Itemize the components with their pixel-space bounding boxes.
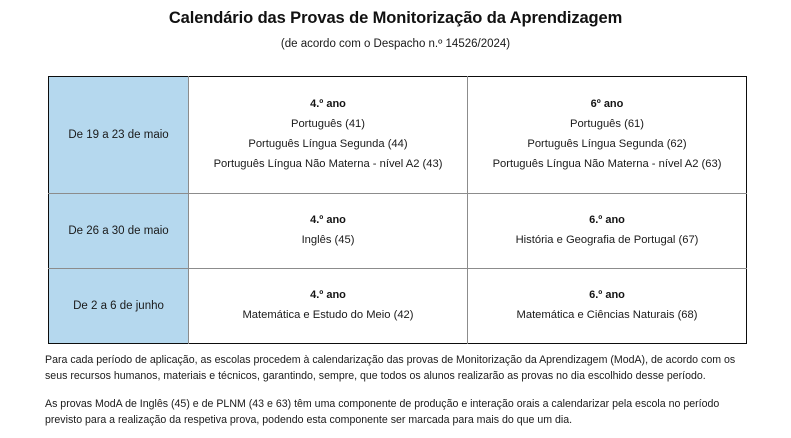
table-row [49,194,747,269]
period-cell [49,194,189,269]
period-label: De 2 a 6 de junho [73,300,164,312]
footnote-paragraph: Para cada período de aplicação, as escolas procedem à calendarização das provas de Monitorização da Aprendizagem (ModA), de acordo com os seus recursos humanos, materiais e técnicos, garantindo, sempre, que todos os alunos realizarão as provas no dia escolhido desse período. [45,354,736,383]
period-cell [49,77,189,194]
footnotes [45,352,751,428]
subject-line: Português Língua Segunda (44) [248,137,408,150]
footnote-paragraph: As provas ModA de Inglês (45) e de PLNM (43 e 63) têm uma componente de produção e interação orais a calendarizar pela escola no período previsto para a realização da respetiva prova, podendo esta componente ser marcada para mais do que um dia. [45,398,720,427]
subject-line: Português (41) [290,117,365,130]
year-label: 6.º ano [589,214,625,227]
subject-cell-year4 [189,77,468,194]
subject-line: Português Língua Não Materna - nível A2 (43) [213,157,443,170]
period-label: De 26 a 30 de maio [68,225,169,237]
year-label: 6.º ano [589,289,625,302]
subject-line: Matemática e Estudo do Meio (42) [242,308,414,321]
period-cell [49,269,189,344]
subject-cell-year4 [189,269,468,344]
page-title: Calendário das Provas de Monitorização da Aprendizagem [168,9,623,27]
exam-calendar-table [48,76,747,344]
year-label: 4.º ano [310,214,346,227]
subject-line: Inglês (45) [301,233,355,246]
year-label: 4.º ano [310,289,346,302]
page-subtitle: (de acordo com o Despacho n.º 14526/2024) [280,38,511,50]
subject-line: Português Língua Não Materna - nível A2 (63) [492,157,722,170]
table-row [49,77,747,194]
subject-cell-year6 [468,194,747,269]
year-label: 4.º ano [310,98,346,111]
subject-line: Português Língua Segunda (62) [527,137,687,150]
subject-line: História e Geografia de Portugal (67) [515,233,699,246]
table-row [49,269,747,344]
subject-line: Matemática e Ciências Naturais (68) [516,308,698,321]
subject-line: Português (61) [569,117,644,130]
subject-cell-year4 [189,194,468,269]
subject-cell-year6 [468,269,747,344]
year-label: 6º ano [590,98,624,111]
period-label: De 19 a 23 de maio [68,129,169,141]
subject-cell-year6 [468,77,747,194]
